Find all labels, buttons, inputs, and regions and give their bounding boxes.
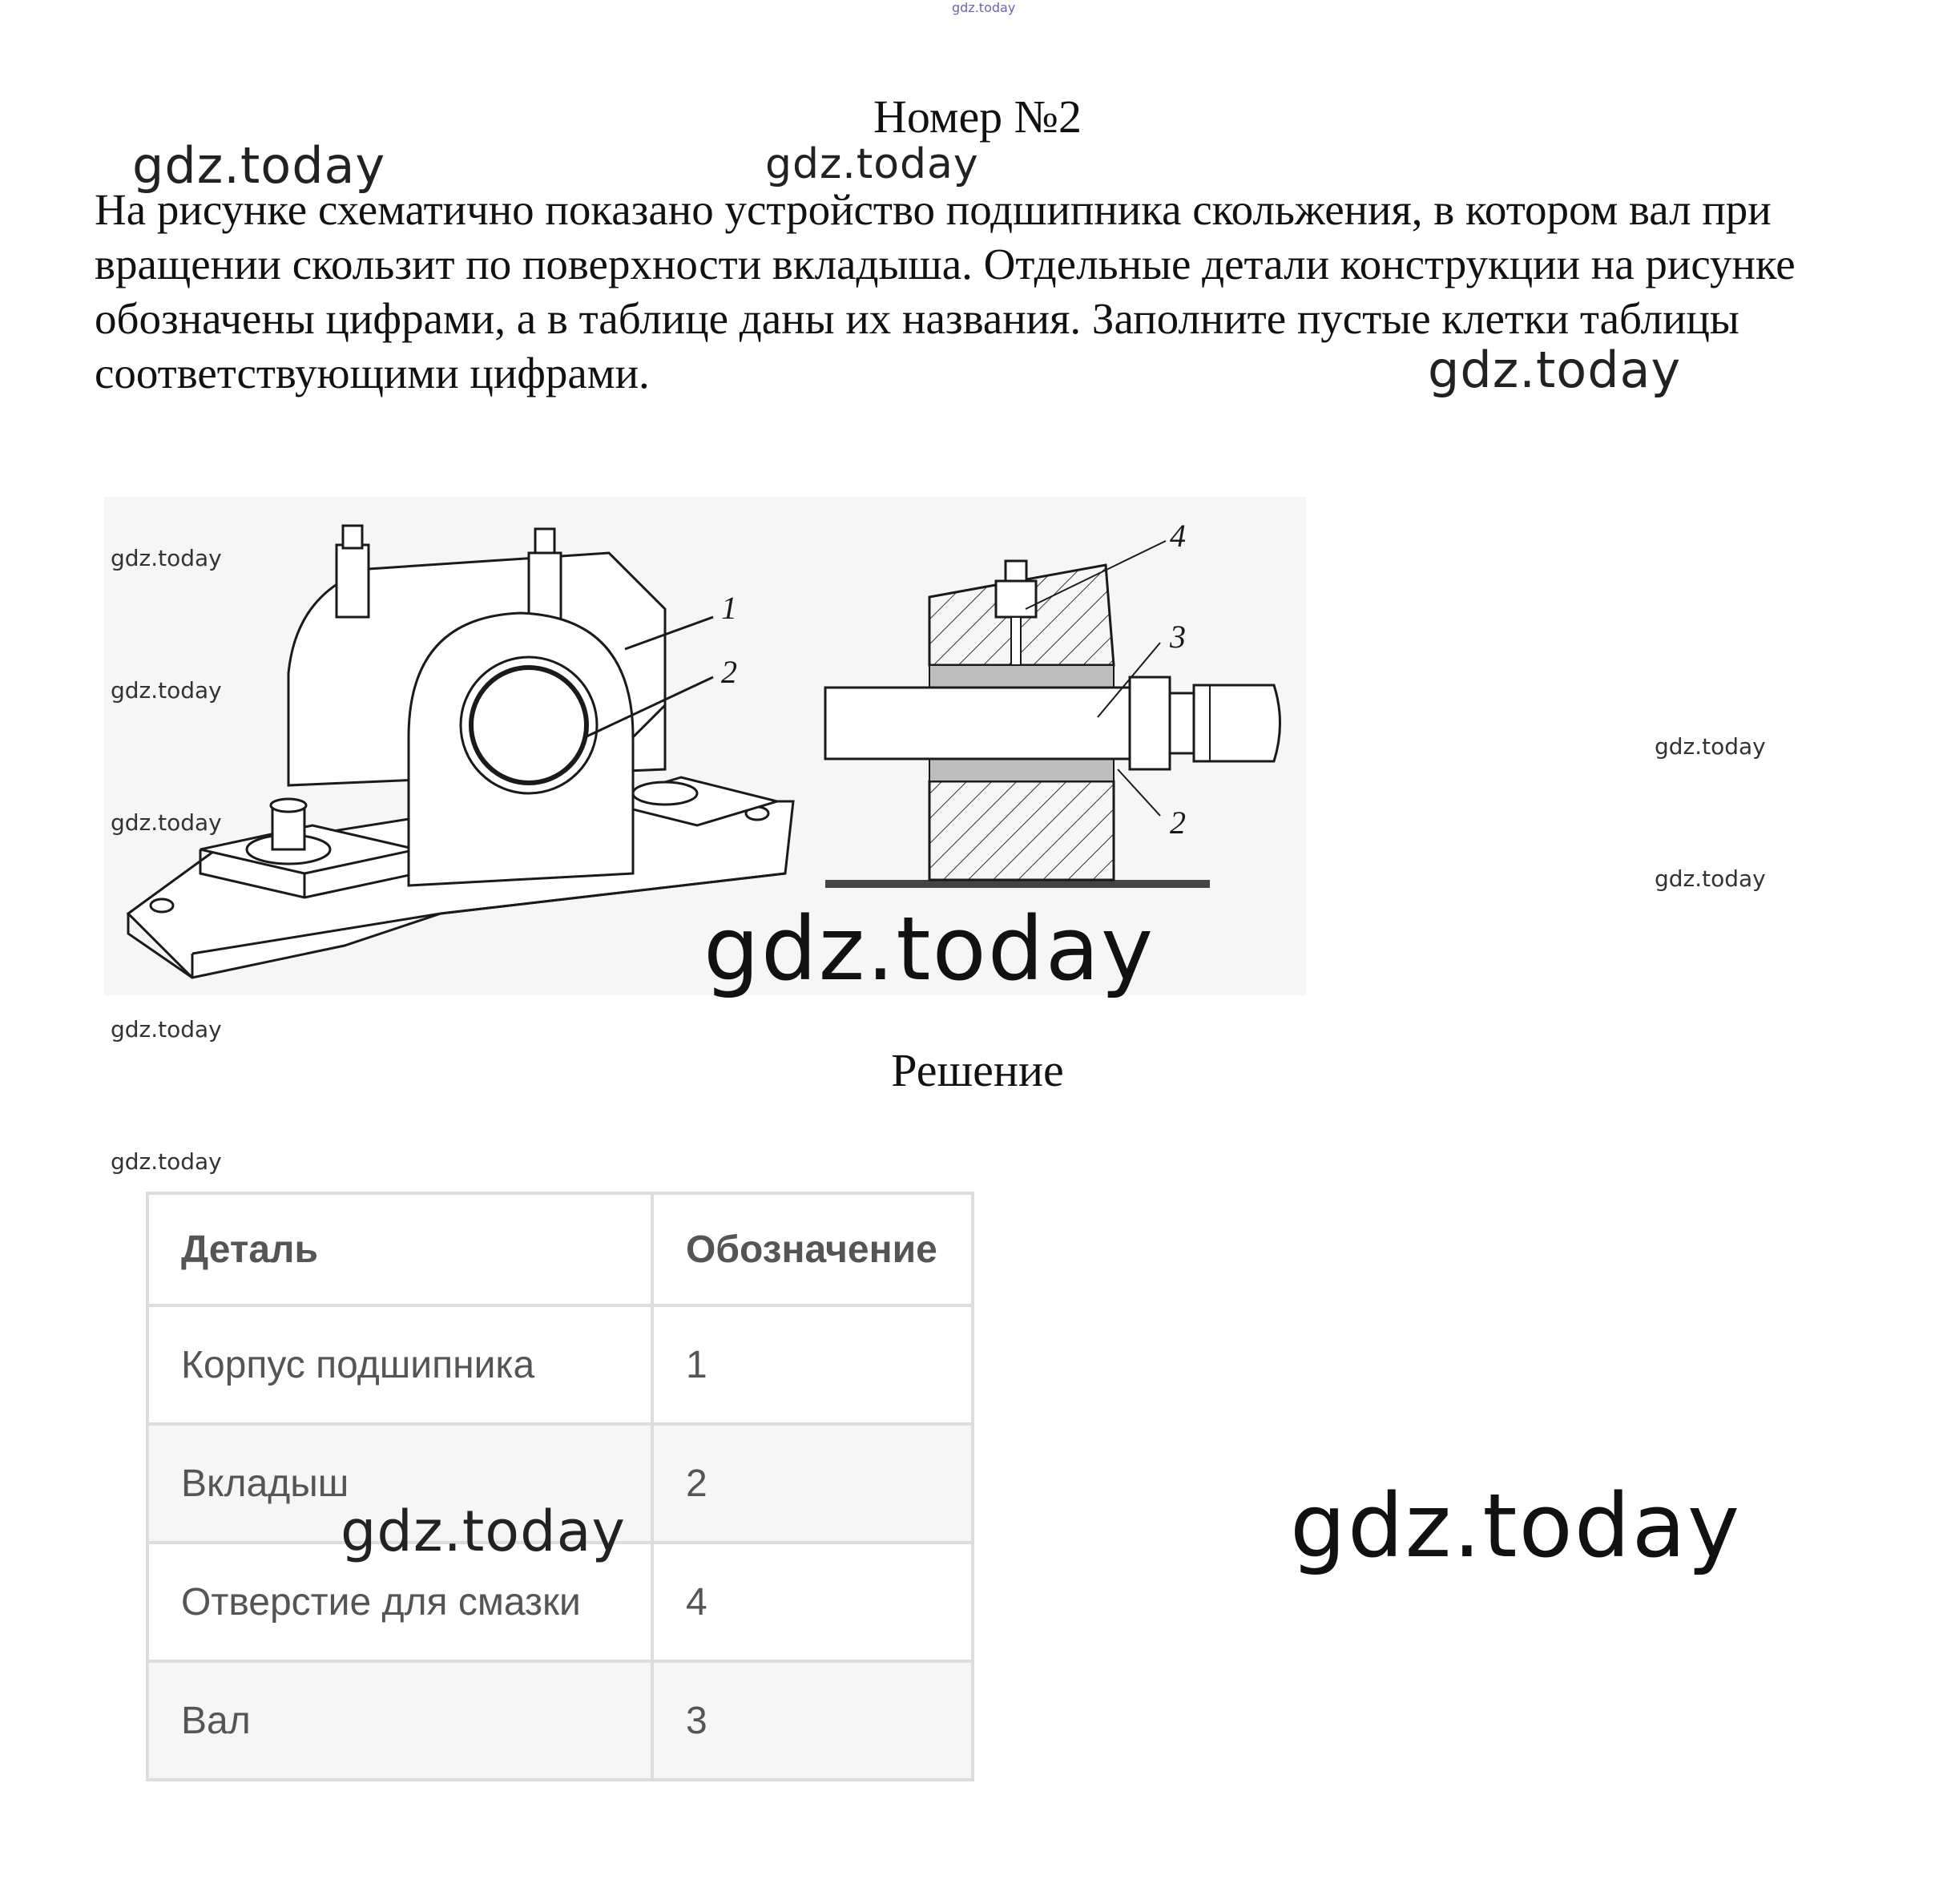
watermark: gdz.today: [1290, 1474, 1742, 1577]
table-cell-part: Вкладыш: [147, 1424, 652, 1543]
solution-title: Решение: [891, 1044, 1064, 1096]
watermark: gdz.today: [1655, 865, 1766, 892]
table-cell-part: Корпус подшипника: [147, 1305, 652, 1424]
table-cell-mark: 2: [652, 1424, 973, 1543]
answer-table: [146, 1192, 974, 1781]
watermark: gdz.today: [341, 1499, 626, 1564]
watermark: gdz.today: [952, 0, 1016, 15]
table-row: [147, 1661, 973, 1780]
watermark: gdz.today: [111, 1016, 222, 1043]
figure-label-2-section: 2: [1170, 805, 1186, 841]
figure-label-2: 2: [721, 654, 737, 690]
task-text: На рисунке схематично показано устройство подшипника скольжения, в котором вал при вращении скользит по поверхности вкладыша. Отдельные детали конструкции на рисунке обозначены цифрами, а в таблице даны их названия. Заполните пустые клетки таблицы соответствующими цифрами.: [95, 185, 1796, 397]
table-header-row: [147, 1193, 973, 1305]
figure-label-4: 4: [1170, 518, 1186, 554]
table-cell-mark: 1: [652, 1305, 973, 1424]
figure-label-3: 3: [1170, 619, 1186, 655]
watermark: gdz.today: [132, 136, 386, 195]
watermark: gdz.today: [111, 809, 222, 836]
watermark: gdz.today: [1655, 733, 1766, 760]
watermark: gdz.today: [111, 1148, 222, 1175]
watermark: gdz.today: [111, 677, 222, 704]
table-cell-part: Отверстие для смазки: [147, 1543, 652, 1661]
watermark: gdz.today: [1428, 341, 1682, 399]
bearing-housing-drawing: [128, 526, 793, 978]
bearing-section-drawing: [825, 541, 1280, 888]
page-title: Номер №2: [873, 91, 1082, 143]
figure-label-1: 1: [721, 590, 737, 626]
watermark: gdz.today: [703, 898, 1155, 1000]
table-header-mark: Обозначение: [652, 1193, 973, 1305]
watermark: gdz.today: [765, 140, 979, 188]
table-cell-mark: 4: [652, 1543, 973, 1661]
table-row: [147, 1305, 973, 1424]
table-cell-mark: 3: [652, 1661, 973, 1780]
table-header-part: Деталь: [147, 1193, 652, 1305]
table-cell-part: Вал: [147, 1661, 652, 1780]
watermark: gdz.today: [111, 545, 222, 571]
